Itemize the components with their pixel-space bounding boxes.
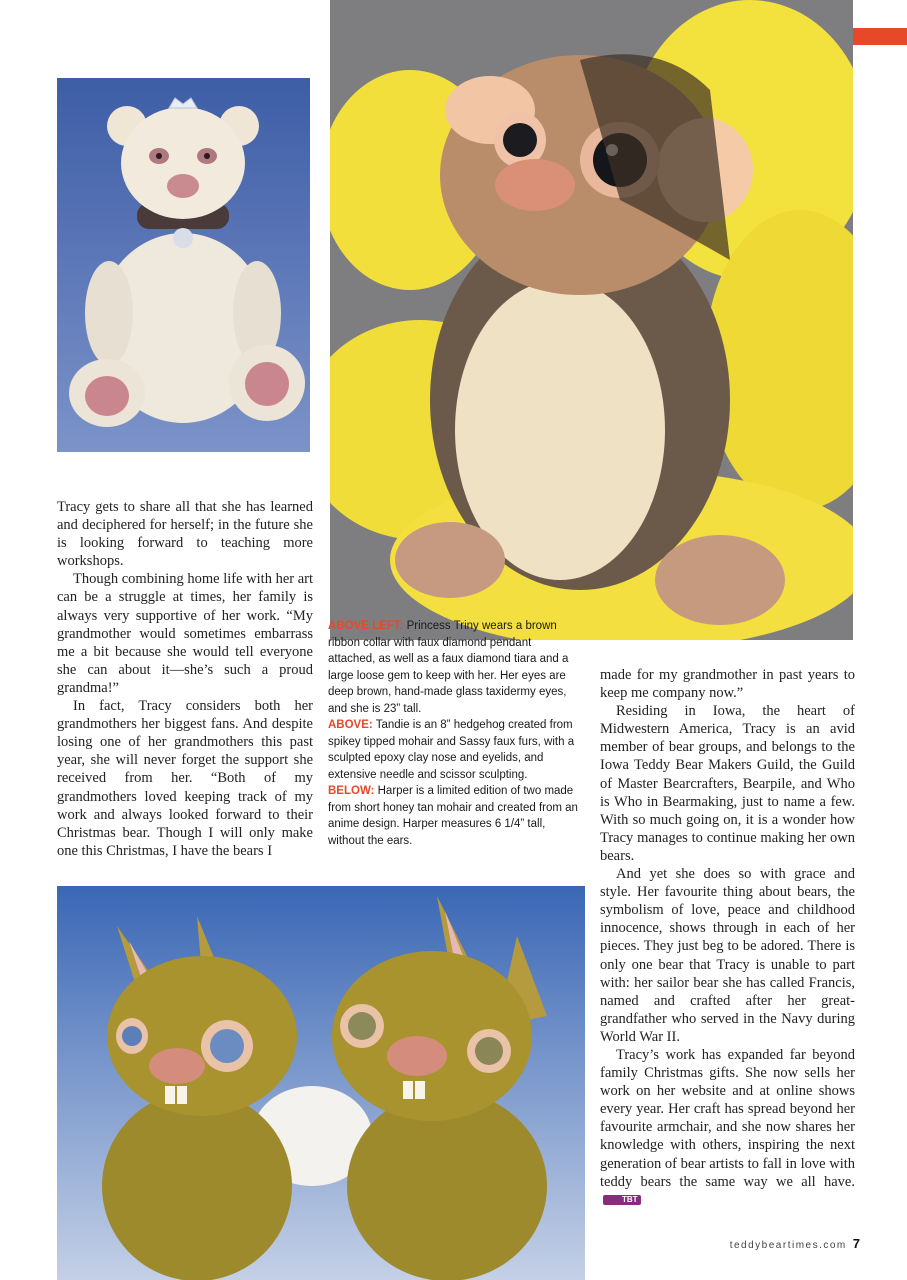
page-footer: [700, 1236, 860, 1251]
photo-harper-bunnies: [57, 886, 585, 1280]
body-paragraph: Residing in Iowa, the heart of Midwestern America, Tracy is an avid member of bear groups, and belongs to the Iowa Teddy Bear Makers Guild, the Guild of Master Bearcrafters, Bearpile, and Who is Who in Bearmaking, just to name a few. With so much going on, it is a wonder how Tracy manages to continue making her own bears.: [600, 703, 855, 864]
page-number: 7: [852, 1236, 860, 1251]
caption-label: BELOW:: [328, 785, 375, 797]
section-accent-tab: [853, 28, 907, 45]
caption-label: ABOVE:: [328, 719, 373, 731]
photo-tandie-hedgehog: [330, 0, 853, 640]
caption-label: ABOVE LEFT:: [328, 620, 404, 632]
caption-text: Harper is a limited edition of two made from short honey tan mohair and created from an anime design. Harper measures 6 1/4” tall, without the ears.: [328, 785, 578, 847]
body-column-left: [57, 498, 313, 860]
body-paragraph: In fact, Tracy considers both her grandmothers her biggest fans. And despite losing one of her grandmothers this past year, she will never forget the support she received from her. “Both of my grandmothers loved keeping track of my work and always looked forward to their Christmas bear. Though I will only make one this Christmas, I have the bears I: [57, 698, 313, 859]
photo-princess-triny: [57, 78, 310, 452]
caption-below: [328, 783, 581, 849]
body-paragraph: made for my grandmother in past years to keep me company now.”: [600, 667, 855, 702]
body-column-right: [600, 666, 855, 1209]
body-paragraph: Tracy gets to share all that she has learned and deciphered for herself; in the future she is looking forward to teaching more workshops.: [57, 499, 313, 570]
caption-text: Princess Triny wears a brown ribbon collar with faux diamond pendant attached, as well as a faux diamond tiara and a large loose gem to keep with her. Her eyes are deep brown, hand-made glass taxidermy eyes, and she is 23” tall.: [328, 620, 569, 715]
caption-above-left: [328, 618, 581, 717]
caption-above: [328, 717, 581, 783]
photo-captions: [328, 618, 581, 849]
body-paragraph-final: [600, 1046, 855, 1209]
body-paragraph: And yet she does so with grace and style. Her favourite thing about bears, the symbolism of love, peace and childhood innocence, shows through in each of her pieces. They just beg to be adored. There is only one bear that Tracy is unable to part with: her sailor bear she has called Francis, named and crafted after her great-grandfather who served in the Navy during World War II.: [600, 866, 855, 1045]
body-paragraph-text: Tracy’s work has expanded far beyond family Christmas gifts. She now sells her work on her website and at online shows every year. Her craft has spread beyond her favourite armchair, and she now shares her knowledge with others, inspiring the next generation of bear artists to fall in love with teddy bears the same way we all have.: [600, 1046, 855, 1190]
tbt-end-badge: TBT: [603, 1195, 641, 1205]
caption-text: Tandie is an 8” hedgehog created from spikey tipped mohair and Sassy faux furs, with a sculpted epoxy clay nose and eyelids, and extensive needle and scissor sculpting.: [328, 719, 575, 781]
footer-site: teddybeartimes.com: [729, 1240, 847, 1251]
body-paragraph: Though combining home life with her art can be a struggle at times, her family is always very supportive of her work. “My grandmother would sometimes embarrass me a bit because she would tell everyone she can about it—she’s such a proud grandma!”: [57, 571, 314, 696]
